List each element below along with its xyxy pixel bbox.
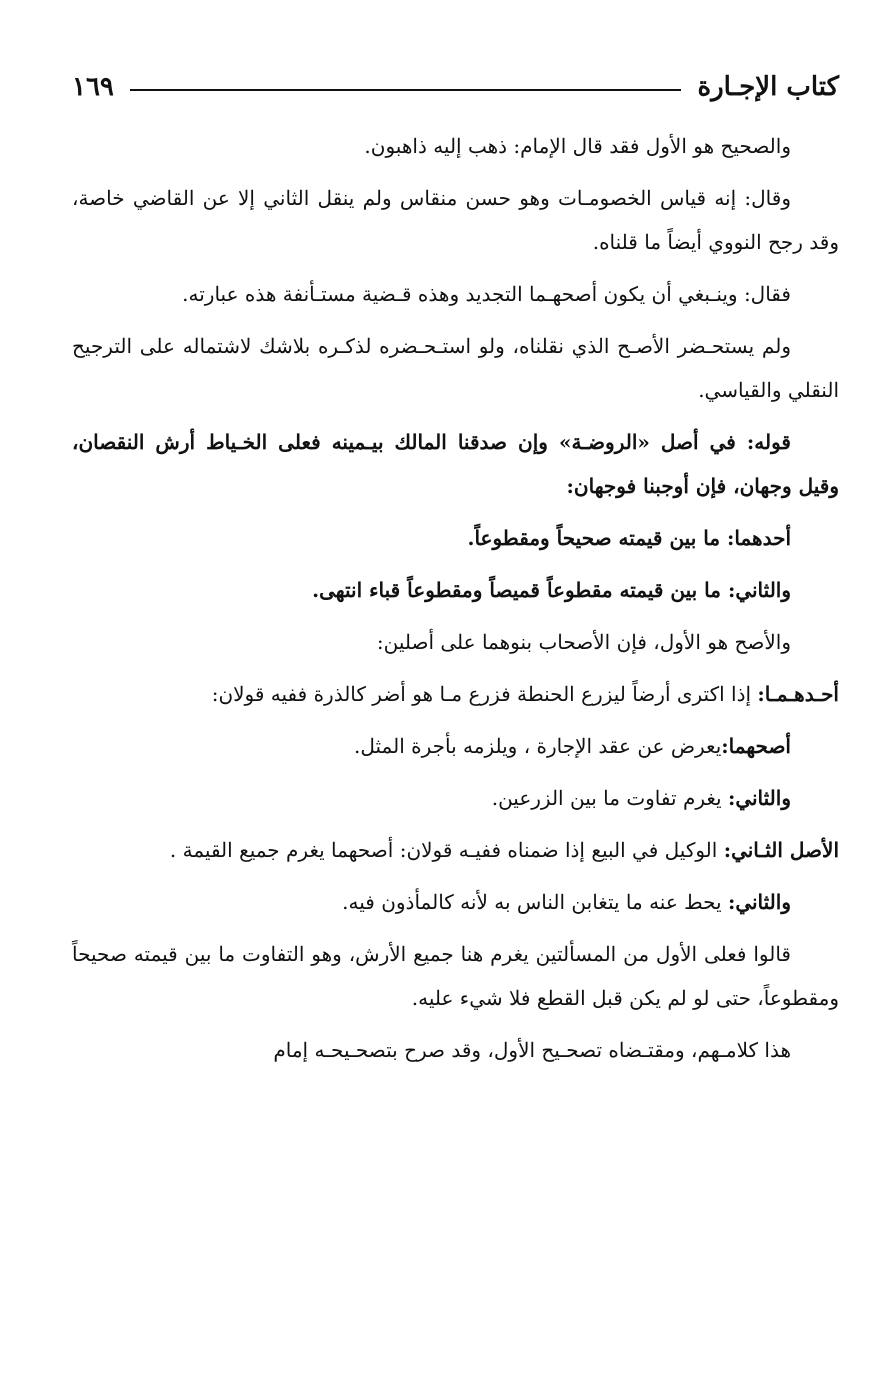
paragraph: هذا كلامـهم، ومقتـضاه تصحـيح الأول، وقد صرح بتصحـيحـه إمام	[273, 1038, 791, 1062]
paragraph: الأصل الثـاني: الوكيل في البيع إذا ضمناه ففيـه قولان: أصحهما يغرم جميع القيمة .	[169, 838, 839, 862]
header-rule	[130, 89, 682, 91]
page-number: ١٦٩	[72, 72, 114, 102]
paragraph-lead: والثاني:	[727, 890, 791, 914]
quoted-passage: أحدهما: ما بين قيمته صحيحاً ومقطوعاً.	[467, 526, 791, 550]
paragraph-lead: الأصل الثـاني:	[723, 838, 839, 862]
paragraph: فقال: وينـبغي أن يكون أصحهـما التجديد وهذه قـضية مستـأنفة هذه عبارته.	[182, 282, 791, 306]
paragraph: قالوا فعلى الأول من المسألتين يغرم هنا جميع الأرش، وهو التفاوت ما بين قيمته صحيحاً ومقطوعاً، حتى لو لم يكن قبل القطع فلا شيء عليه.	[72, 942, 839, 1010]
quoted-passage: والثاني: ما بين قيمته مقطوعاً قميصاً ومقطوعاً قباء انتهى.	[312, 578, 791, 602]
chapter-title: كتاب الإجـارة	[697, 72, 839, 102]
paragraph: أحـدهـمـا: إذا اكترى أرضاً ليزرع الحنطة فزرع مـا هو أضر كالذرة ففيه قولان:	[211, 682, 839, 706]
running-header	[72, 62, 839, 112]
paragraph: والأصح هو الأول، فإن الأصحاب بنوهما على أصلين:	[376, 630, 791, 654]
paragraph: وقال: إنه قياس الخصومـات وهو حسن منقاس ولم ينقل الثاني إلا عن القاضي خاصة، وقد رجح النووي أيضاً ما قلناه.	[72, 186, 839, 254]
paragraph: أصحهما:يعرض عن عقد الإجارة ، ويلزمه بأجرة المثل.	[354, 734, 791, 758]
paragraph: ولم يستحـضر الأصـح الذي نقلناه، ولو استـحـضره لذكـره بلاشك لاشتماله على الترجيح النقلي والقياسي.	[72, 334, 839, 402]
paragraph: والصحيح هو الأول فقد قال الإمام: ذهب إليه ذاهبون.	[364, 134, 791, 158]
paragraph-lead: أحـدهـمـا:	[757, 682, 839, 706]
quoted-passage: قوله: في أصل «الروضـة» وإن صدقنا المالك بيـمينه فعلى الخـياط أرش النقصان، وقيل وجهان، فإن أوجبنا فوجهان:	[72, 430, 839, 498]
paragraph-lead: أصحهما:	[721, 734, 791, 758]
paragraph-lead: والثاني:	[727, 786, 791, 810]
paragraph: والثاني: يحط عنه ما يتغابن الناس به لأنه كالمأذون فيه.	[342, 890, 791, 914]
paragraph: والثاني: يغرم تفاوت ما بين الزرعين.	[491, 786, 791, 810]
page-body	[72, 124, 839, 1080]
